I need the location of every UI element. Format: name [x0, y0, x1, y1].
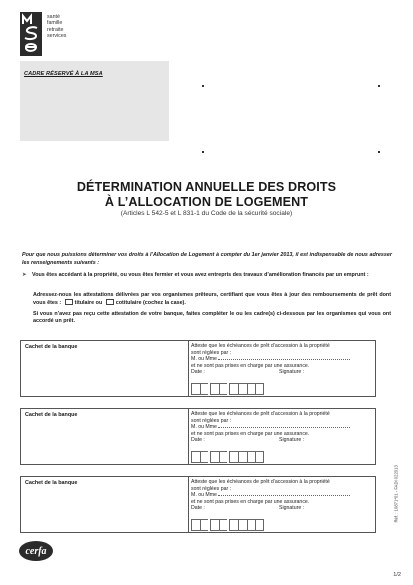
attestation-text: Atteste que les échéances de prêt d’accession à la propriété sont réglées par : M. ou Mme et ne sont pas prises en charge par une assurance. Date : Signature :: [191, 343, 375, 376]
date-label: Date :: [191, 505, 205, 512]
intro-text: Pour que nous puissions déterminer vos droits à l’Allocation de Logement à compter du 1er janvier 2013, il est indispensable de nous adresser les renseignements suivants :: [22, 252, 392, 267]
name-field[interactable]: [218, 424, 350, 428]
page-number: 1/2: [393, 572, 401, 578]
attestation-text: Atteste que les échéances de prêt d’accession à la propriété sont réglées par : M. ou Mme et ne sont pas prises en charge par une assurance. Date : Signature :: [191, 479, 375, 512]
cotitulaire-checkbox[interactable]: [106, 299, 114, 305]
date-label: Date :: [191, 437, 205, 444]
bank-instruction-paragraph: Si vous n’avez pas reçu cette attestation de votre banque, faites compléter le ou les cadre(s) ci-dessous par les organismes qui vous ont accordé un prêt.: [33, 311, 391, 325]
date-field[interactable]: [191, 451, 264, 463]
instruction-paragraph: Adressez-nous les attestations délivrées par vos organismes prêteurs, certifiant que vous êtes à jour des remboursements de prêt dont vous êtes : titulaire ou cotitulaire (cochez la case).: [33, 292, 391, 307]
bank-stamp-area[interactable]: [21, 477, 189, 532]
bullet-item: [22, 272, 392, 279]
date-label: Date :: [191, 369, 205, 376]
form-reference-code: Réf. : 10871*01 - FADI 022013: [393, 465, 399, 523]
name-field[interactable]: [218, 492, 350, 496]
signature-label: Signature :: [279, 505, 305, 512]
corner-mark: [202, 85, 204, 87]
bank-attestation-box: [20, 408, 376, 465]
logo-tagline: santé famille retraite services: [47, 14, 67, 40]
msa-reserved-box: [20, 61, 169, 141]
bank-attestation-box: [20, 340, 376, 397]
page-subtitle: (Articles L 542-5 et L 831-1 du Code de la sécurité sociale): [120, 210, 293, 217]
corner-mark: [378, 151, 380, 153]
cotitulaire-label: cotitulaire (cochez la case).: [115, 300, 186, 307]
signature-label: Signature :: [279, 369, 305, 376]
bank-attestation-box: [20, 476, 376, 533]
bank-stamp-area[interactable]: [21, 409, 189, 464]
signature-label: Signature :: [279, 437, 305, 444]
bullet-text: Vous êtes accédant à la propriété, ou vous êtes fermier et vous avez entrepris des travaux d’amélioration financés par un emprunt :: [32, 272, 369, 278]
msa-reserved-label: CADRE RÉSERVÉ À LA MSA: [24, 71, 103, 77]
bank-stamp-area[interactable]: [21, 341, 189, 396]
bank-stamp-label: Cachet de la banque: [25, 412, 78, 418]
date-field[interactable]: [191, 383, 264, 395]
or-label: ou: [95, 300, 103, 307]
bank-stamp-label: Cachet de la banque: [25, 344, 78, 350]
titulaire-checkbox[interactable]: [65, 299, 73, 305]
arrow-icon: ➤: [22, 272, 27, 278]
bank-stamp-label: Cachet de la banque: [25, 480, 78, 486]
page-title-line2: À L’ALLOCATION DE LOGEMENT: [104, 195, 309, 209]
corner-mark: [378, 85, 380, 87]
attestation-text: Atteste que les échéances de prêt d’accession à la propriété sont réglées par : M. ou Mme et ne sont pas prises en charge par une assurance. Date : Signature :: [191, 411, 375, 444]
cerfa-logo: [18, 540, 54, 562]
svg-text:cerfa: cerfa: [25, 546, 47, 557]
date-field[interactable]: [191, 519, 264, 531]
page-title-line1: DÉTERMINATION ANNUELLE DES DROITS: [76, 180, 337, 194]
corner-mark: [202, 151, 204, 153]
titulaire-label: titulaire: [74, 300, 95, 307]
name-field[interactable]: [218, 356, 350, 360]
msa-logo: [20, 12, 42, 56]
